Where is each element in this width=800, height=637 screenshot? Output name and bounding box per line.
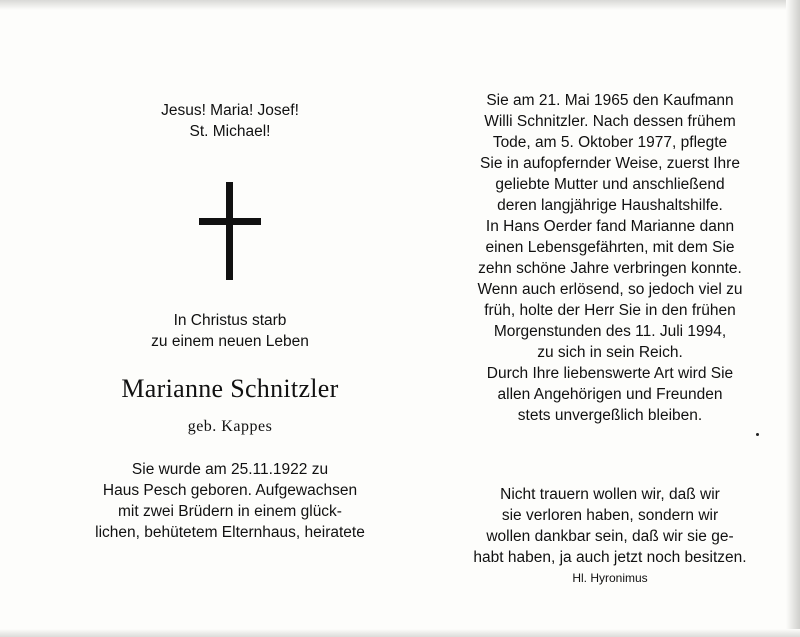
scan-shadow-right bbox=[786, 0, 800, 637]
quote-line: Nicht trauern wollen wir, daß wir bbox=[500, 486, 720, 503]
memorial-quote bbox=[440, 484, 780, 568]
death-notice bbox=[60, 310, 400, 352]
biography-line: geliebte Mutter und anschließend bbox=[495, 176, 725, 193]
maiden-name: geb. Kappes bbox=[187, 418, 273, 435]
death-notice-line: In Christus starb bbox=[173, 312, 287, 329]
invocation bbox=[60, 100, 400, 142]
left-panel bbox=[60, 100, 400, 543]
invocation-line: St. Michael! bbox=[189, 123, 271, 140]
biography-line: Sie in aufopfernder Weise, zuerst Ihre bbox=[480, 155, 740, 172]
biography-line: stets unvergeßlich bleiben. bbox=[517, 407, 703, 424]
biography-continued bbox=[440, 90, 780, 426]
scan-shadow-top bbox=[0, 0, 800, 10]
cross-icon bbox=[199, 182, 261, 282]
biography-line: Wenn auch erlösend, so jedoch viel zu bbox=[477, 281, 743, 298]
biography-line: deren langjährige Haushaltshilfe. bbox=[497, 197, 723, 214]
biography-line: Morgenstunden des 11. Juli 1994, bbox=[493, 323, 727, 340]
biography-line: früh, holte der Herr Sie in den frühen bbox=[484, 302, 736, 319]
cross-horizontal-bar bbox=[199, 218, 261, 225]
invocation-line: Jesus! Maria! Josef! bbox=[161, 102, 299, 119]
biography-line: zehn schöne Jahre verbringen konnte. bbox=[478, 260, 742, 277]
biography-line: mit zwei Brüdern in einem glück- bbox=[118, 503, 342, 520]
deceased-name: Marianne Schnitzler bbox=[121, 374, 339, 403]
death-notice-line: zu einem neuen Leben bbox=[151, 333, 309, 350]
biography-line: Tode, am 5. Oktober 1977, pflegte bbox=[492, 134, 728, 151]
biography-line: Sie am 21. Mai 1965 den Kaufmann bbox=[486, 92, 734, 109]
biography-line: zu sich in sein Reich. bbox=[537, 344, 683, 361]
right-panel bbox=[440, 90, 780, 586]
biography-line: Durch Ihre liebenswerte Art wird Sie bbox=[486, 365, 734, 382]
biography-line: Sie wurde am 25.11.1922 zu bbox=[131, 461, 329, 478]
biography-start bbox=[60, 459, 400, 543]
cross-vertical-bar bbox=[226, 182, 233, 280]
biography-line: Willi Schnitzler. Nach dessen frühem bbox=[484, 113, 736, 130]
scan-shadow-bottom bbox=[0, 629, 800, 637]
quote-line: wollen dankbar sein, daß wir sie ge- bbox=[486, 528, 734, 545]
quote-author: Hl. Hyronimus bbox=[572, 571, 648, 585]
biography-line: einen Lebensgefährten, mit dem Sie bbox=[485, 239, 735, 256]
print-speck bbox=[756, 433, 759, 436]
biography-line: In Hans Oerder fand Marianne dann bbox=[485, 218, 735, 235]
biography-line: lichen, behütetem Elternhaus, heiratete bbox=[95, 524, 365, 541]
quote-line: habt haben, ja auch jetzt noch besitzen. bbox=[473, 549, 747, 566]
biography-line: allen Angehörigen und Freunden bbox=[497, 386, 723, 403]
quote-line: sie verloren haben, sondern wir bbox=[501, 507, 719, 524]
biography-line: Haus Pesch geboren. Aufgewachsen bbox=[102, 482, 358, 499]
